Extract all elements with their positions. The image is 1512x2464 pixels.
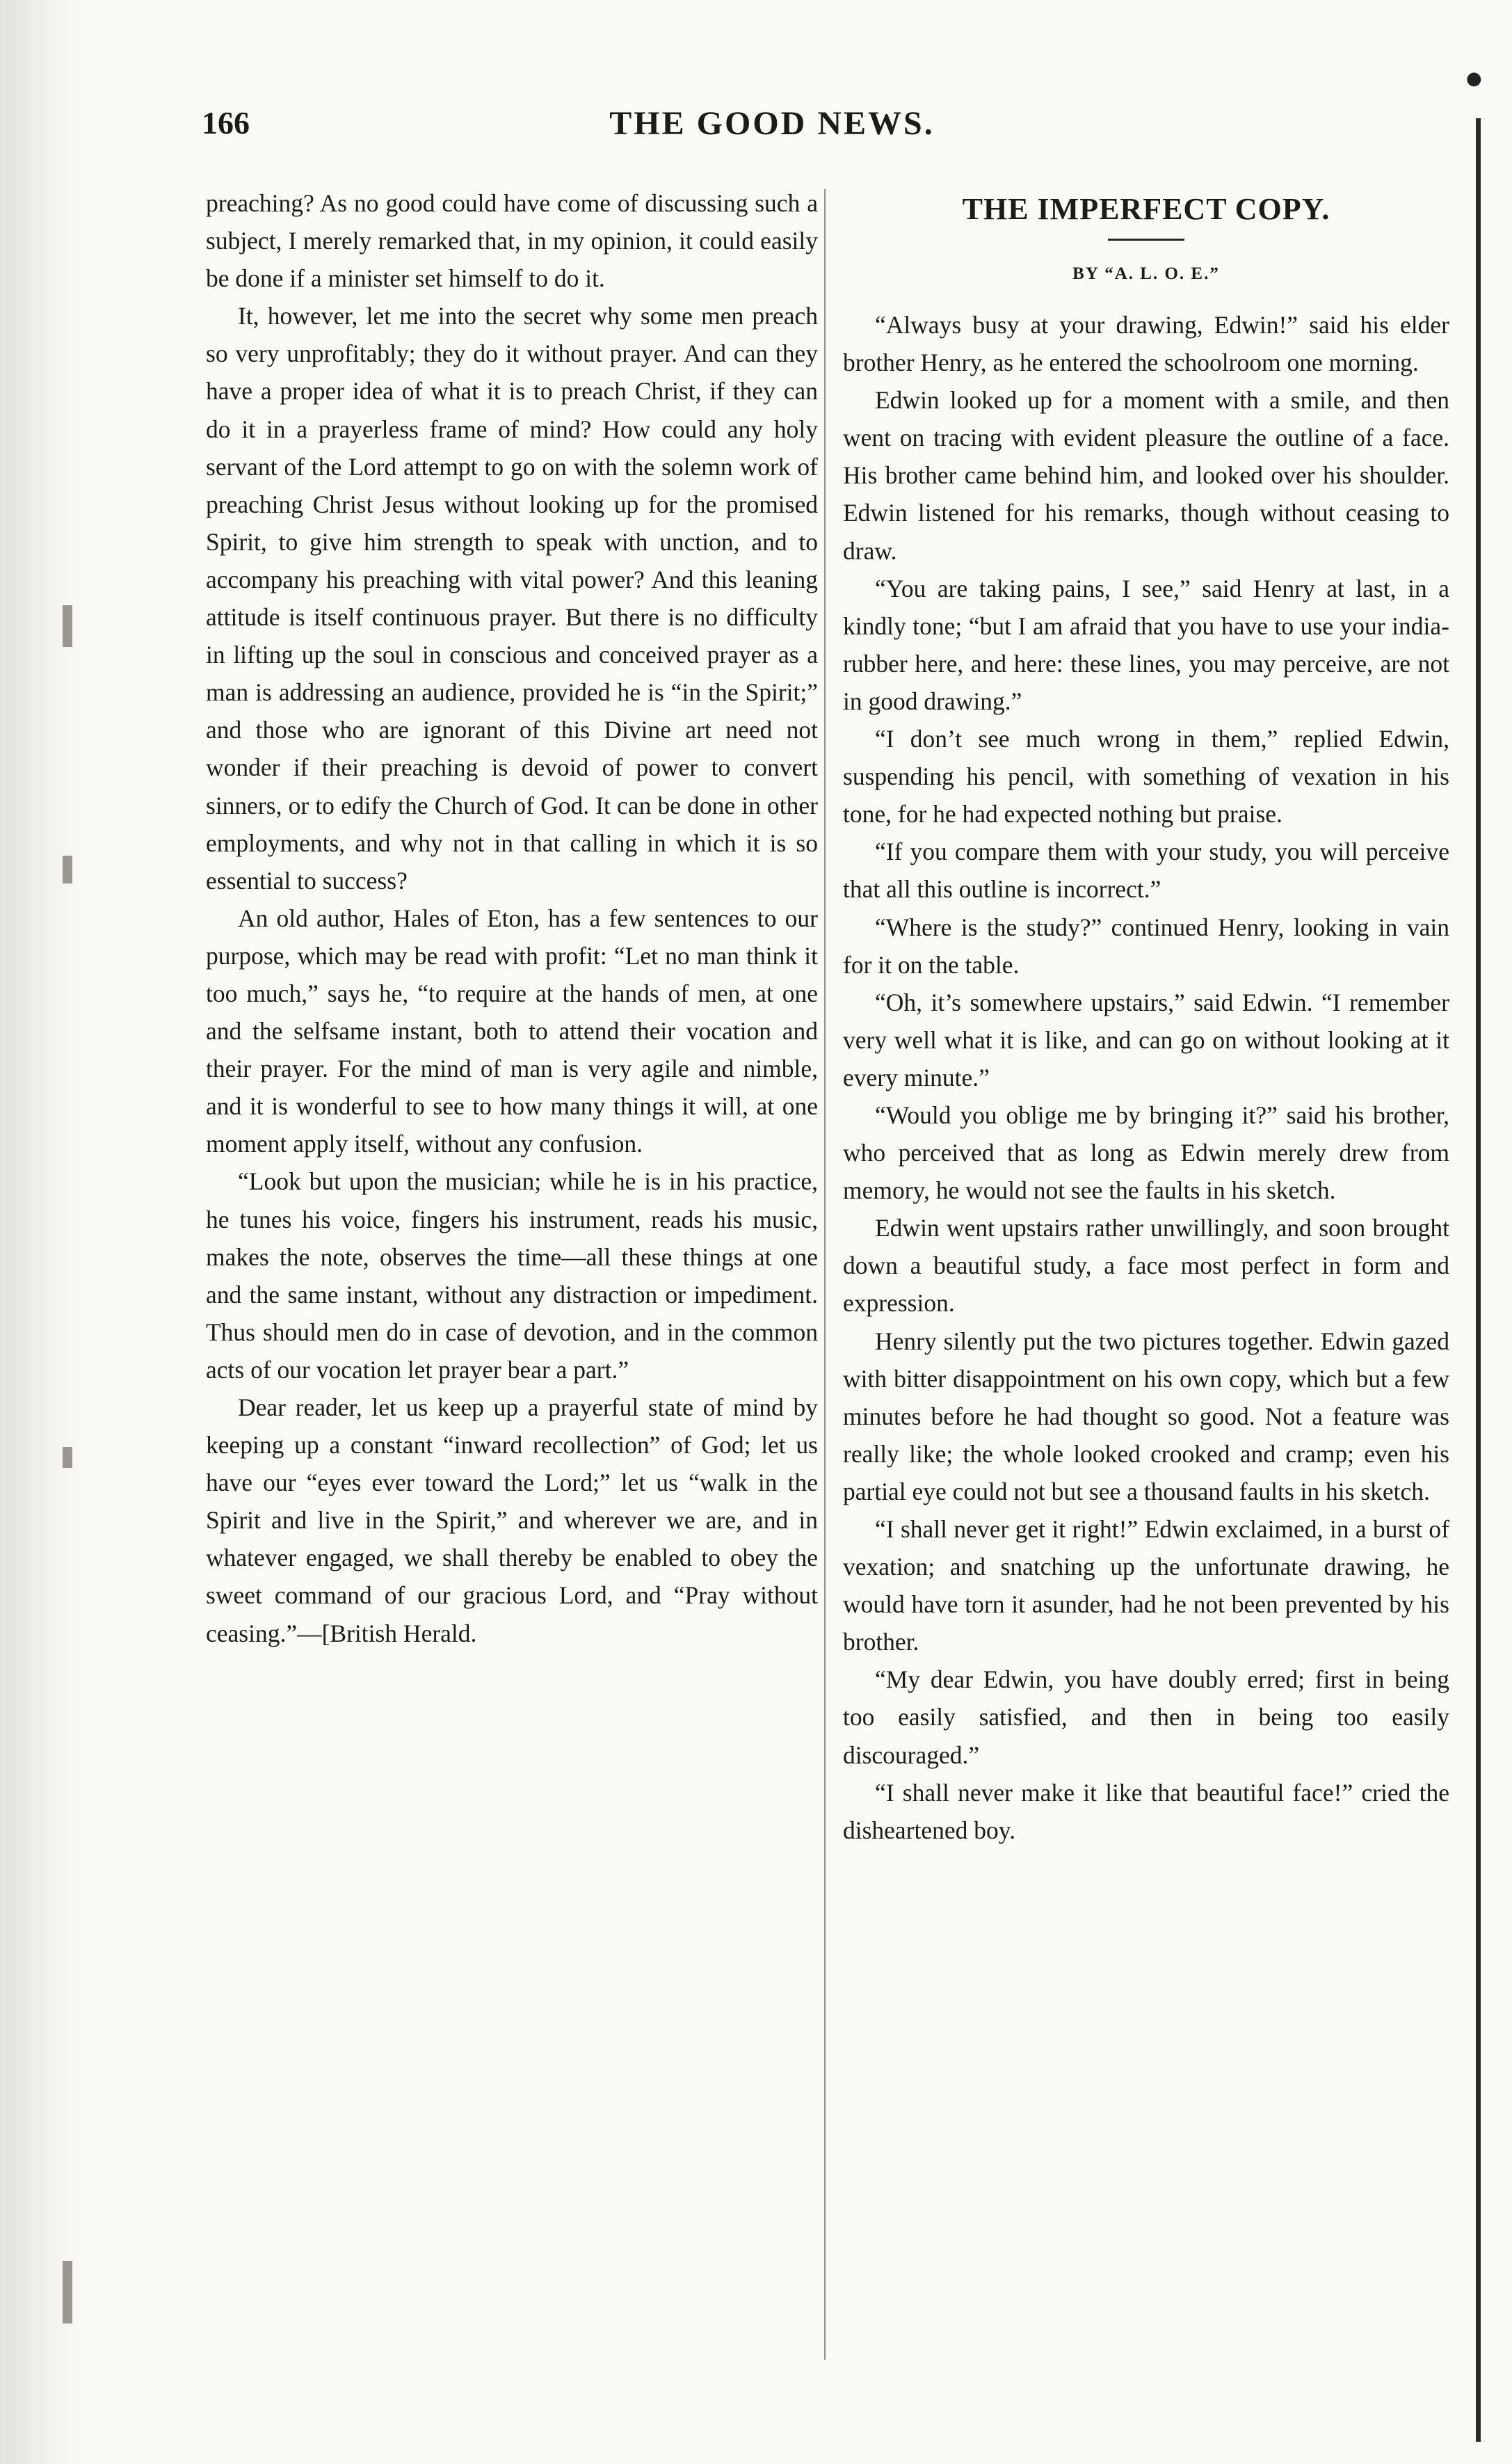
right-paragraph: “I shall never get it right!” Edwin exclaimed, in a burst of vexation; and snatching up the unfortunate drawing, he would have torn it asunder, had he not been prevented by his brother. [843,1515,1449,1656]
page-gutter-shadow [0,0,90,2464]
right-paragraph: Henry silently put the two pictures together. Edwin gazed with bitter disappointment on his own copy, which but a few minutes before he had thought so good. Not a feature was really like; the whole looked crooked and cramp; even his partial eye could not but see a thousand faults in his sketch. [843,1327,1449,1505]
page-header [202,104,1342,153]
right-column [843,184,1449,1849]
left-paragraph: It, however, let me into the secret why some men preach so very unprofitably; they do it without prayer. And can they have a proper idea of what it is to preach Christ, if they can do it in a prayerless frame of mind? How could any holy servant of the Lord attempt to go on with the solemn work of preaching Christ Jesus without looking up for the promised Spirit, to give him strength to speak with unction, and to accompany his preaching with vital power? And this leaning attitude is itself continuous prayer. But there is no difficulty in lifting up the soul in conscious and conceived prayer as a man is addressing an audience, provided he is “in the Spirit;” and those who are ignorant of this Divine art need not wonder if their preaching is devoid of power to convert sinners, or to edify the Church of God. It can be done in other employments, and why not in that calling in which it is so essential to success? [206,302,818,895]
gutter-mark [63,856,72,883]
right-paragraph: “If you compare them with your study, you will perceive that all this outline is incorrect.” [843,838,1449,904]
right-paragraph: “I don’t see much wrong in them,” replied Edwin, suspending his pencil, with something of vexation in his tone, for he had expected nothing but praise. [843,725,1449,829]
corner-mark: ● [1466,68,1482,89]
running-title: THE GOOD NEWS. [609,105,935,142]
right-paragraph: “You are taking pains, I see,” said Henry at last, in a kindly tone; “but I am afraid that you have to use your india-rubber here, and here: these lines, you may perceive, are not in good drawing.” [843,574,1449,715]
right-paragraph: “Always busy at your drawing, Edwin!” said his elder brother Henry, as he entered the schoolroom one morning. [843,311,1449,377]
title-rule [1108,239,1184,241]
story-title: THE IMPERFECT COPY. [962,192,1330,226]
right-paragraph: “Would you oblige me by bringing it?” said his brother, who perceived that as long as Edwin merely drew from memory, he would not see the faults in his sketch. [843,1101,1449,1205]
right-paragraph: “Where is the study?” continued Henry, looking in vain for it on the table. [843,913,1449,979]
column-divider [824,189,826,2360]
gutter-mark [63,2261,72,2323]
page-edge-rule [1476,118,1481,2442]
left-paragraph: An old author, Hales of Eton, has a few sentences to our purpose, which may be read with profit: “Let no man think it too much,” says he, “to require at the hands of men, at one and the selfsame instant, both to attend their vocation and their prayer. For the mind of man is very agile and nimble, and it is wonderful to see to how many things it will, at one moment apply itself, without any confusion. [206,904,818,1158]
right-paragraph: “I shall never make it like that beautiful face!” cried the disheartened boy. [843,1778,1449,1844]
gutter-mark [63,605,72,647]
right-paragraph: Edwin looked up for a moment with a smile, and then went on tracing with evident pleasure the outline of a face. His brother came behind him, and looked over his shoulder. Edwin listened for his remarks, though without ceasing to draw. [843,386,1449,565]
left-paragraph: “Look but upon the musician; while he is in his practice, he tunes his voice, fingers his instrument, reads his music, makes the note, observes the time—all these things at one and the same instant, without any distraction or impediment. Thus should men do in case of devotion, and in the common acts of our vocation let prayer bear a part.” [206,1167,818,1384]
gutter-mark [63,1447,72,1468]
page-number: 166 [202,105,250,141]
right-paragraph: Edwin went upstairs rather unwillingly, and soon brought down a beautiful study, a face most perfect in form and expression. [843,1214,1449,1318]
story-byline: BY “A. L. O. E.” [1072,264,1220,283]
left-paragraph: preaching? As no good could have come of discussing such a subject, I merely remarked that, in my opinion, it could easily be done if a minister set himself to do it. [206,189,818,293]
right-paragraph: “Oh, it’s somewhere upstairs,” said Edwin. “I remember very well what it is like, and can go on without looking at it every minute.” [843,988,1449,1091]
left-column [206,184,818,1652]
right-paragraph: “My dear Edwin, you have doubly erred; first in being too easily satisfied, and then in being too easily discouraged.” [843,1665,1449,1769]
left-paragraph: Dear reader, let us keep up a prayerful state of mind by keeping up a constant “inward recollection” of God; let us have our “eyes ever toward the Lord;” let us “walk in the Spirit and live in the Spirit,” and wherever we are, and in whatever engaged, we shall thereby be enabled to obey the sweet command of our gracious Lord, and “Pray without ceasing.”—[British Herald. [206,1393,818,1647]
